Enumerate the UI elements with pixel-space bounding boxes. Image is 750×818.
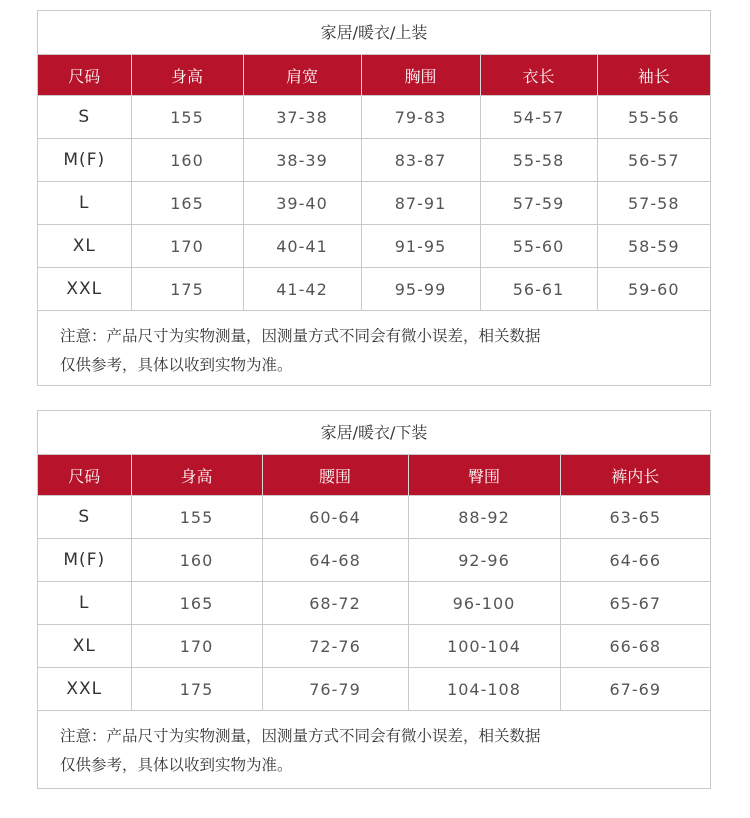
table-cell: 64-66 bbox=[560, 539, 710, 582]
note-line: 仅供参考，具体以收到实物为准。 bbox=[60, 756, 293, 774]
table-cell: 165 bbox=[131, 182, 243, 225]
table-cell: 55-56 bbox=[597, 96, 710, 139]
table-cell: 100-104 bbox=[408, 625, 560, 668]
table-row bbox=[38, 268, 710, 311]
table-cell: 79-83 bbox=[361, 96, 480, 139]
column-header: 尺码 bbox=[38, 455, 131, 496]
table-cell: 55-60 bbox=[480, 225, 597, 268]
column-header: 腰围 bbox=[262, 455, 408, 496]
table-cell: 170 bbox=[131, 225, 243, 268]
table-cell: 55-58 bbox=[480, 139, 597, 182]
size-cell: S bbox=[38, 96, 131, 139]
table-cell: 60-64 bbox=[262, 496, 408, 539]
table-row bbox=[38, 582, 710, 625]
table-cell: 87-91 bbox=[361, 182, 480, 225]
table-row bbox=[38, 496, 710, 539]
table-cell: 65-67 bbox=[560, 582, 710, 625]
table-cell: 38-39 bbox=[243, 139, 361, 182]
table-cell: 67-69 bbox=[560, 668, 710, 711]
table-cell: 59-60 bbox=[597, 268, 710, 311]
table-cell: 165 bbox=[131, 582, 262, 625]
table-cell: 39-40 bbox=[243, 182, 361, 225]
table-cell: 37-38 bbox=[243, 96, 361, 139]
column-header: 裤内长 bbox=[560, 455, 710, 496]
size-cell: L bbox=[38, 182, 131, 225]
table-cell: 96-100 bbox=[408, 582, 560, 625]
table-cell: 41-42 bbox=[243, 268, 361, 311]
table-cell: 155 bbox=[131, 96, 243, 139]
column-header: 衣长 bbox=[480, 55, 597, 96]
table-row bbox=[38, 539, 710, 582]
table-cell: 63-65 bbox=[560, 496, 710, 539]
size-cell: XL bbox=[38, 625, 131, 668]
table-cell: 54-57 bbox=[480, 96, 597, 139]
table-cell: 64-68 bbox=[262, 539, 408, 582]
size-table bbox=[38, 55, 710, 310]
table-cell: 160 bbox=[131, 539, 262, 582]
measurement-note bbox=[38, 310, 710, 380]
table-header-row bbox=[38, 455, 710, 496]
table-cell: 91-95 bbox=[361, 225, 480, 268]
size-table bbox=[38, 455, 710, 710]
table-row bbox=[38, 96, 710, 139]
size-chart-bottoms bbox=[37, 410, 711, 789]
chart-title: 家居/暖衣/下装 bbox=[38, 411, 710, 455]
table-cell: 175 bbox=[131, 268, 243, 311]
column-header: 肩宽 bbox=[243, 55, 361, 96]
size-cell: M(F) bbox=[38, 539, 131, 582]
table-cell: 57-59 bbox=[480, 182, 597, 225]
column-header: 胸围 bbox=[361, 55, 480, 96]
table-cell: 95-99 bbox=[361, 268, 480, 311]
size-cell: XXL bbox=[38, 268, 131, 311]
table-cell: 92-96 bbox=[408, 539, 560, 582]
column-header: 臀围 bbox=[408, 455, 560, 496]
size-cell: S bbox=[38, 496, 131, 539]
column-header: 尺码 bbox=[38, 55, 131, 96]
table-cell: 68-72 bbox=[262, 582, 408, 625]
table-cell: 56-57 bbox=[597, 139, 710, 182]
table-row bbox=[38, 182, 710, 225]
table-cell: 104-108 bbox=[408, 668, 560, 711]
table-cell: 155 bbox=[131, 496, 262, 539]
table-row bbox=[38, 139, 710, 182]
size-cell: XXL bbox=[38, 668, 131, 711]
table-cell: 88-92 bbox=[408, 496, 560, 539]
table-cell: 66-68 bbox=[560, 625, 710, 668]
size-cell: XL bbox=[38, 225, 131, 268]
size-cell: M(F) bbox=[38, 139, 131, 182]
table-cell: 76-79 bbox=[262, 668, 408, 711]
table-cell: 57-58 bbox=[597, 182, 710, 225]
table-cell: 72-76 bbox=[262, 625, 408, 668]
column-header: 袖长 bbox=[597, 55, 710, 96]
size-cell: L bbox=[38, 582, 131, 625]
column-header: 身高 bbox=[131, 455, 262, 496]
note-line: 注意：产品尺寸为实物测量，因测量方式不同会有微小误差，相关数据 bbox=[60, 727, 541, 745]
measurement-note bbox=[38, 710, 710, 780]
column-header: 身高 bbox=[131, 55, 243, 96]
chart-title: 家居/暖衣/上装 bbox=[38, 11, 710, 55]
table-cell: 56-61 bbox=[480, 268, 597, 311]
table-cell: 40-41 bbox=[243, 225, 361, 268]
note-line: 仅供参考，具体以收到实物为准。 bbox=[60, 356, 293, 374]
table-cell: 83-87 bbox=[361, 139, 480, 182]
size-chart-tops bbox=[37, 10, 711, 386]
table-cell: 58-59 bbox=[597, 225, 710, 268]
table-row bbox=[38, 225, 710, 268]
table-row bbox=[38, 668, 710, 711]
note-line: 注意：产品尺寸为实物测量，因测量方式不同会有微小误差，相关数据 bbox=[60, 327, 541, 345]
table-cell: 170 bbox=[131, 625, 262, 668]
table-cell: 175 bbox=[131, 668, 262, 711]
table-cell: 160 bbox=[131, 139, 243, 182]
table-header-row bbox=[38, 55, 710, 96]
table-row bbox=[38, 625, 710, 668]
